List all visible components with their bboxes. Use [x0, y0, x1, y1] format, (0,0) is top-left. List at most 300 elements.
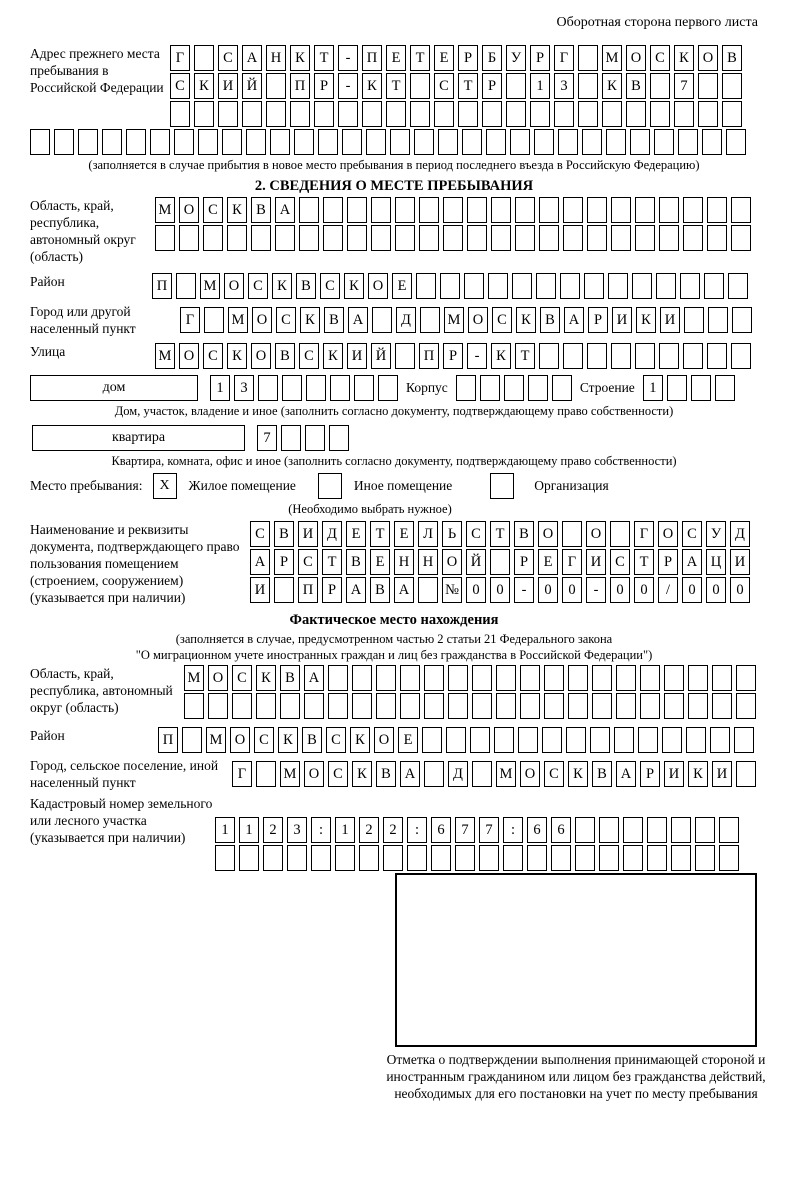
char-cell[interactable]	[638, 727, 658, 753]
char-cell[interactable]: И	[612, 307, 632, 333]
char-cell[interactable]	[239, 845, 259, 871]
char-cell[interactable]: Г	[232, 761, 252, 787]
char-cell[interactable]	[467, 225, 487, 251]
char-cell[interactable]: Т	[634, 549, 654, 575]
char-cell[interactable]	[712, 665, 732, 691]
char-cell[interactable]	[590, 727, 610, 753]
char-cell[interactable]	[328, 693, 348, 719]
char-cell[interactable]	[664, 665, 684, 691]
apartment-type-box[interactable]: квартира	[32, 425, 245, 451]
char-cell[interactable]	[176, 273, 196, 299]
char-cell[interactable]: Т	[386, 73, 406, 99]
char-cell[interactable]	[616, 665, 636, 691]
char-cell[interactable]	[282, 375, 302, 401]
char-cell[interactable]	[294, 129, 314, 155]
char-cell[interactable]: 0	[706, 577, 726, 603]
char-cell[interactable]: К	[256, 665, 276, 691]
char-cell[interactable]	[560, 273, 580, 299]
char-cell[interactable]: О	[179, 343, 199, 369]
char-cell[interactable]: -	[467, 343, 487, 369]
organization-checkbox[interactable]	[490, 473, 514, 499]
char-cell[interactable]: С	[276, 307, 296, 333]
char-cell[interactable]: С	[320, 273, 340, 299]
char-cell[interactable]	[251, 225, 271, 251]
char-cell[interactable]: 1	[215, 817, 235, 843]
char-cell[interactable]: О	[442, 549, 462, 575]
char-cell[interactable]	[698, 101, 718, 127]
char-cell[interactable]	[515, 225, 535, 251]
char-cell[interactable]	[354, 375, 374, 401]
char-cell[interactable]	[323, 225, 343, 251]
char-cell[interactable]: С	[232, 665, 252, 691]
char-cell[interactable]: Р	[458, 45, 478, 71]
char-cell[interactable]: Р	[274, 549, 294, 575]
char-cell[interactable]: Т	[410, 45, 430, 71]
char-cell[interactable]	[263, 845, 283, 871]
char-cell[interactable]: М	[280, 761, 300, 787]
char-cell[interactable]	[419, 225, 439, 251]
char-cell[interactable]: П	[290, 73, 310, 99]
char-cell[interactable]	[707, 343, 727, 369]
char-cell[interactable]: К	[674, 45, 694, 71]
char-cell[interactable]	[702, 129, 722, 155]
char-cell[interactable]: К	[350, 727, 370, 753]
char-cell[interactable]	[232, 693, 252, 719]
char-cell[interactable]	[710, 727, 730, 753]
char-cell[interactable]	[611, 197, 631, 223]
char-cell[interactable]	[506, 73, 526, 99]
char-cell[interactable]	[534, 129, 554, 155]
char-cell[interactable]	[539, 197, 559, 223]
char-cell[interactable]	[383, 845, 403, 871]
char-cell[interactable]	[584, 273, 604, 299]
char-cell[interactable]	[695, 845, 715, 871]
char-cell[interactable]: О	[586, 521, 606, 547]
char-cell[interactable]	[170, 101, 190, 127]
char-cell[interactable]: С	[250, 521, 270, 547]
char-cell[interactable]: Ь	[442, 521, 462, 547]
char-cell[interactable]: А	[616, 761, 636, 787]
char-cell[interactable]: С	[610, 549, 630, 575]
char-cell[interactable]: С	[328, 761, 348, 787]
char-cell[interactable]: 7	[479, 817, 499, 843]
char-cell[interactable]	[410, 73, 430, 99]
char-cell[interactable]: 6	[527, 817, 547, 843]
char-cell[interactable]: В	[626, 73, 646, 99]
char-cell[interactable]	[650, 101, 670, 127]
char-cell[interactable]	[614, 727, 634, 753]
char-cell[interactable]	[578, 45, 598, 71]
char-cell[interactable]	[378, 375, 398, 401]
char-cell[interactable]: Р	[588, 307, 608, 333]
char-cell[interactable]: 6	[551, 817, 571, 843]
char-cell[interactable]: А	[348, 307, 368, 333]
char-cell[interactable]	[704, 273, 724, 299]
char-cell[interactable]: Й	[371, 343, 391, 369]
char-cell[interactable]	[222, 129, 242, 155]
char-cell[interactable]: В	[274, 521, 294, 547]
char-cell[interactable]	[299, 225, 319, 251]
char-cell[interactable]	[329, 425, 349, 451]
char-cell[interactable]	[462, 129, 482, 155]
char-cell[interactable]	[407, 845, 427, 871]
char-cell[interactable]	[616, 693, 636, 719]
char-cell[interactable]	[472, 665, 492, 691]
char-cell[interactable]	[352, 693, 372, 719]
char-cell[interactable]: Н	[418, 549, 438, 575]
char-cell[interactable]	[390, 129, 410, 155]
char-cell[interactable]	[554, 101, 574, 127]
char-cell[interactable]: Д	[730, 521, 750, 547]
char-cell[interactable]: М	[200, 273, 220, 299]
char-cell[interactable]: Е	[370, 549, 390, 575]
char-cell[interactable]	[520, 665, 540, 691]
char-cell[interactable]	[640, 665, 660, 691]
char-cell[interactable]	[504, 375, 524, 401]
char-cell[interactable]: 2	[263, 817, 283, 843]
char-cell[interactable]	[611, 343, 631, 369]
char-cell[interactable]	[575, 845, 595, 871]
char-cell[interactable]	[347, 225, 367, 251]
char-cell[interactable]: И	[347, 343, 367, 369]
char-cell[interactable]	[410, 101, 430, 127]
char-cell[interactable]: В	[592, 761, 612, 787]
char-cell[interactable]	[422, 727, 442, 753]
char-cell[interactable]: Г	[180, 307, 200, 333]
char-cell[interactable]	[664, 693, 684, 719]
char-cell[interactable]: Д	[396, 307, 416, 333]
char-cell[interactable]: Е	[346, 521, 366, 547]
char-cell[interactable]	[371, 197, 391, 223]
char-cell[interactable]	[494, 727, 514, 753]
char-cell[interactable]	[688, 665, 708, 691]
char-cell[interactable]: О	[520, 761, 540, 787]
char-cell[interactable]: И	[250, 577, 270, 603]
char-cell[interactable]: С	[203, 343, 223, 369]
char-cell[interactable]: Н	[394, 549, 414, 575]
char-cell[interactable]: А	[304, 665, 324, 691]
char-cell[interactable]: С	[434, 73, 454, 99]
char-cell[interactable]: В	[296, 273, 316, 299]
char-cell[interactable]	[587, 225, 607, 251]
char-cell[interactable]: К	[344, 273, 364, 299]
char-cell[interactable]	[640, 693, 660, 719]
char-cell[interactable]	[542, 727, 562, 753]
char-cell[interactable]	[530, 101, 550, 127]
char-cell[interactable]: С	[170, 73, 190, 99]
char-cell[interactable]	[544, 665, 564, 691]
char-cell[interactable]	[734, 727, 754, 753]
char-cell[interactable]: О	[304, 761, 324, 787]
char-cell[interactable]	[568, 693, 588, 719]
char-cell[interactable]	[736, 693, 756, 719]
char-cell[interactable]	[318, 129, 338, 155]
char-cell[interactable]: Й	[242, 73, 262, 99]
char-cell[interactable]	[520, 693, 540, 719]
char-cell[interactable]: Т	[314, 45, 334, 71]
char-cell[interactable]: 2	[383, 817, 403, 843]
char-cell[interactable]: В	[514, 521, 534, 547]
char-cell[interactable]	[314, 101, 334, 127]
char-cell[interactable]	[686, 727, 706, 753]
char-cell[interactable]: К	[272, 273, 292, 299]
char-cell[interactable]	[582, 129, 602, 155]
char-cell[interactable]	[275, 225, 295, 251]
char-cell[interactable]: С	[299, 343, 319, 369]
char-cell[interactable]	[683, 197, 703, 223]
char-cell[interactable]	[218, 101, 238, 127]
char-cell[interactable]	[683, 343, 703, 369]
char-cell[interactable]: Б	[482, 45, 502, 71]
char-cell[interactable]: А	[682, 549, 702, 575]
char-cell[interactable]	[416, 273, 436, 299]
char-cell[interactable]	[684, 307, 704, 333]
char-cell[interactable]	[731, 197, 751, 223]
char-cell[interactable]	[438, 129, 458, 155]
char-cell[interactable]	[464, 273, 484, 299]
char-cell[interactable]	[376, 693, 396, 719]
char-cell[interactable]: С	[544, 761, 564, 787]
char-cell[interactable]: -	[514, 577, 534, 603]
char-cell[interactable]	[227, 225, 247, 251]
char-cell[interactable]: Д	[322, 521, 342, 547]
char-cell[interactable]	[482, 101, 502, 127]
char-cell[interactable]	[698, 73, 718, 99]
char-cell[interactable]	[290, 101, 310, 127]
char-cell[interactable]: Р	[530, 45, 550, 71]
char-cell[interactable]: С	[298, 549, 318, 575]
char-cell[interactable]: С	[466, 521, 486, 547]
char-cell[interactable]: 1	[335, 817, 355, 843]
char-cell[interactable]: 1	[239, 817, 259, 843]
char-cell[interactable]: М	[602, 45, 622, 71]
char-cell[interactable]	[456, 375, 476, 401]
char-cell[interactable]	[414, 129, 434, 155]
char-cell[interactable]	[198, 129, 218, 155]
char-cell[interactable]: 3	[234, 375, 254, 401]
char-cell[interactable]: Е	[394, 521, 414, 547]
char-cell[interactable]: О	[374, 727, 394, 753]
char-cell[interactable]: К	[602, 73, 622, 99]
char-cell[interactable]	[695, 817, 715, 843]
char-cell[interactable]	[563, 225, 583, 251]
char-cell[interactable]: А	[564, 307, 584, 333]
char-cell[interactable]: Е	[392, 273, 412, 299]
char-cell[interactable]	[602, 101, 622, 127]
char-cell[interactable]	[179, 225, 199, 251]
char-cell[interactable]	[608, 273, 628, 299]
char-cell[interactable]	[400, 665, 420, 691]
char-cell[interactable]: 0	[562, 577, 582, 603]
char-cell[interactable]	[539, 225, 559, 251]
char-cell[interactable]	[647, 817, 667, 843]
char-cell[interactable]: О	[626, 45, 646, 71]
char-cell[interactable]: К	[194, 73, 214, 99]
char-cell[interactable]: К	[278, 727, 298, 753]
char-cell[interactable]	[510, 129, 530, 155]
char-cell[interactable]	[266, 101, 286, 127]
char-cell[interactable]	[266, 73, 286, 99]
char-cell[interactable]: И	[730, 549, 750, 575]
char-cell[interactable]	[440, 273, 460, 299]
char-cell[interactable]	[496, 693, 516, 719]
char-cell[interactable]: Р	[514, 549, 534, 575]
char-cell[interactable]: И	[298, 521, 318, 547]
char-cell[interactable]: Р	[482, 73, 502, 99]
char-cell[interactable]	[458, 101, 478, 127]
char-cell[interactable]	[419, 197, 439, 223]
char-cell[interactable]: 0	[538, 577, 558, 603]
char-cell[interactable]: М	[155, 343, 175, 369]
char-cell[interactable]: О	[698, 45, 718, 71]
char-cell[interactable]	[503, 845, 523, 871]
char-cell[interactable]	[659, 225, 679, 251]
char-cell[interactable]	[558, 129, 578, 155]
char-cell[interactable]	[575, 817, 595, 843]
char-cell[interactable]	[242, 101, 262, 127]
char-cell[interactable]	[434, 101, 454, 127]
char-cell[interactable]: В	[324, 307, 344, 333]
char-cell[interactable]	[683, 225, 703, 251]
char-cell[interactable]: Е	[434, 45, 454, 71]
char-cell[interactable]	[305, 425, 325, 451]
char-cell[interactable]: О	[368, 273, 388, 299]
residential-checkbox[interactable]: X	[153, 473, 177, 499]
char-cell[interactable]	[491, 197, 511, 223]
char-cell[interactable]: К	[352, 761, 372, 787]
char-cell[interactable]: П	[298, 577, 318, 603]
char-cell[interactable]: 2	[359, 817, 379, 843]
char-cell[interactable]: :	[503, 817, 523, 843]
char-cell[interactable]	[359, 845, 379, 871]
char-cell[interactable]	[446, 727, 466, 753]
char-cell[interactable]	[467, 197, 487, 223]
char-cell[interactable]: М	[496, 761, 516, 787]
char-cell[interactable]	[563, 197, 583, 223]
char-cell[interactable]	[194, 101, 214, 127]
char-cell[interactable]: О	[538, 521, 558, 547]
char-cell[interactable]: В	[370, 577, 390, 603]
char-cell[interactable]: У	[506, 45, 526, 71]
char-cell[interactable]	[366, 129, 386, 155]
char-cell[interactable]	[420, 307, 440, 333]
char-cell[interactable]	[208, 693, 228, 719]
char-cell[interactable]	[731, 225, 751, 251]
char-cell[interactable]	[256, 761, 276, 787]
char-cell[interactable]: 0	[466, 577, 486, 603]
char-cell[interactable]	[386, 101, 406, 127]
char-cell[interactable]	[155, 225, 175, 251]
char-cell[interactable]: С	[218, 45, 238, 71]
char-cell[interactable]	[424, 665, 444, 691]
char-cell[interactable]: 0	[682, 577, 702, 603]
char-cell[interactable]	[335, 845, 355, 871]
char-cell[interactable]: Т	[515, 343, 535, 369]
char-cell[interactable]: :	[311, 817, 331, 843]
char-cell[interactable]: Р	[322, 577, 342, 603]
char-cell[interactable]	[486, 129, 506, 155]
char-cell[interactable]	[650, 73, 670, 99]
char-cell[interactable]	[362, 101, 382, 127]
char-cell[interactable]: Г	[562, 549, 582, 575]
char-cell[interactable]: К	[290, 45, 310, 71]
char-cell[interactable]	[527, 845, 547, 871]
char-cell[interactable]	[707, 197, 727, 223]
char-cell[interactable]	[338, 101, 358, 127]
char-cell[interactable]	[281, 425, 301, 451]
char-cell[interactable]	[610, 521, 630, 547]
char-cell[interactable]	[174, 129, 194, 155]
char-cell[interactable]: К	[323, 343, 343, 369]
char-cell[interactable]: Г	[170, 45, 190, 71]
char-cell[interactable]	[707, 225, 727, 251]
char-cell[interactable]	[715, 375, 735, 401]
char-cell[interactable]: И	[660, 307, 680, 333]
char-cell[interactable]	[306, 375, 326, 401]
char-cell[interactable]	[352, 665, 372, 691]
char-cell[interactable]: А	[250, 549, 270, 575]
char-cell[interactable]: -	[338, 45, 358, 71]
char-cell[interactable]	[448, 693, 468, 719]
char-cell[interactable]	[287, 845, 307, 871]
char-cell[interactable]: 7	[674, 73, 694, 99]
char-cell[interactable]	[726, 129, 746, 155]
char-cell[interactable]: М	[184, 665, 204, 691]
char-cell[interactable]: К	[227, 343, 247, 369]
char-cell[interactable]: М	[228, 307, 248, 333]
char-cell[interactable]: А	[400, 761, 420, 787]
char-cell[interactable]	[647, 845, 667, 871]
char-cell[interactable]	[78, 129, 98, 155]
char-cell[interactable]: К	[636, 307, 656, 333]
char-cell[interactable]	[719, 817, 739, 843]
char-cell[interactable]	[515, 197, 535, 223]
char-cell[interactable]	[323, 197, 343, 223]
char-cell[interactable]	[712, 693, 732, 719]
char-cell[interactable]	[311, 845, 331, 871]
char-cell[interactable]	[659, 197, 679, 223]
char-cell[interactable]	[455, 845, 475, 871]
char-cell[interactable]: О	[468, 307, 488, 333]
char-cell[interactable]	[270, 129, 290, 155]
char-cell[interactable]	[656, 273, 676, 299]
char-cell[interactable]	[246, 129, 266, 155]
char-cell[interactable]	[304, 693, 324, 719]
char-cell[interactable]	[480, 375, 500, 401]
char-cell[interactable]: №	[442, 577, 462, 603]
char-cell[interactable]: К	[227, 197, 247, 223]
char-cell[interactable]: С	[326, 727, 346, 753]
char-cell[interactable]: Т	[490, 521, 510, 547]
char-cell[interactable]	[632, 273, 652, 299]
char-cell[interactable]: Е	[538, 549, 558, 575]
char-cell[interactable]	[654, 129, 674, 155]
char-cell[interactable]: А	[346, 577, 366, 603]
char-cell[interactable]	[443, 225, 463, 251]
char-cell[interactable]: 0	[730, 577, 750, 603]
char-cell[interactable]: П	[152, 273, 172, 299]
char-cell[interactable]	[587, 197, 607, 223]
char-cell[interactable]: Р	[658, 549, 678, 575]
char-cell[interactable]	[395, 225, 415, 251]
char-cell[interactable]	[671, 817, 691, 843]
char-cell[interactable]	[518, 727, 538, 753]
char-cell[interactable]: О	[224, 273, 244, 299]
char-cell[interactable]	[736, 665, 756, 691]
char-cell[interactable]: В	[251, 197, 271, 223]
char-cell[interactable]: Р	[314, 73, 334, 99]
char-cell[interactable]	[599, 817, 619, 843]
